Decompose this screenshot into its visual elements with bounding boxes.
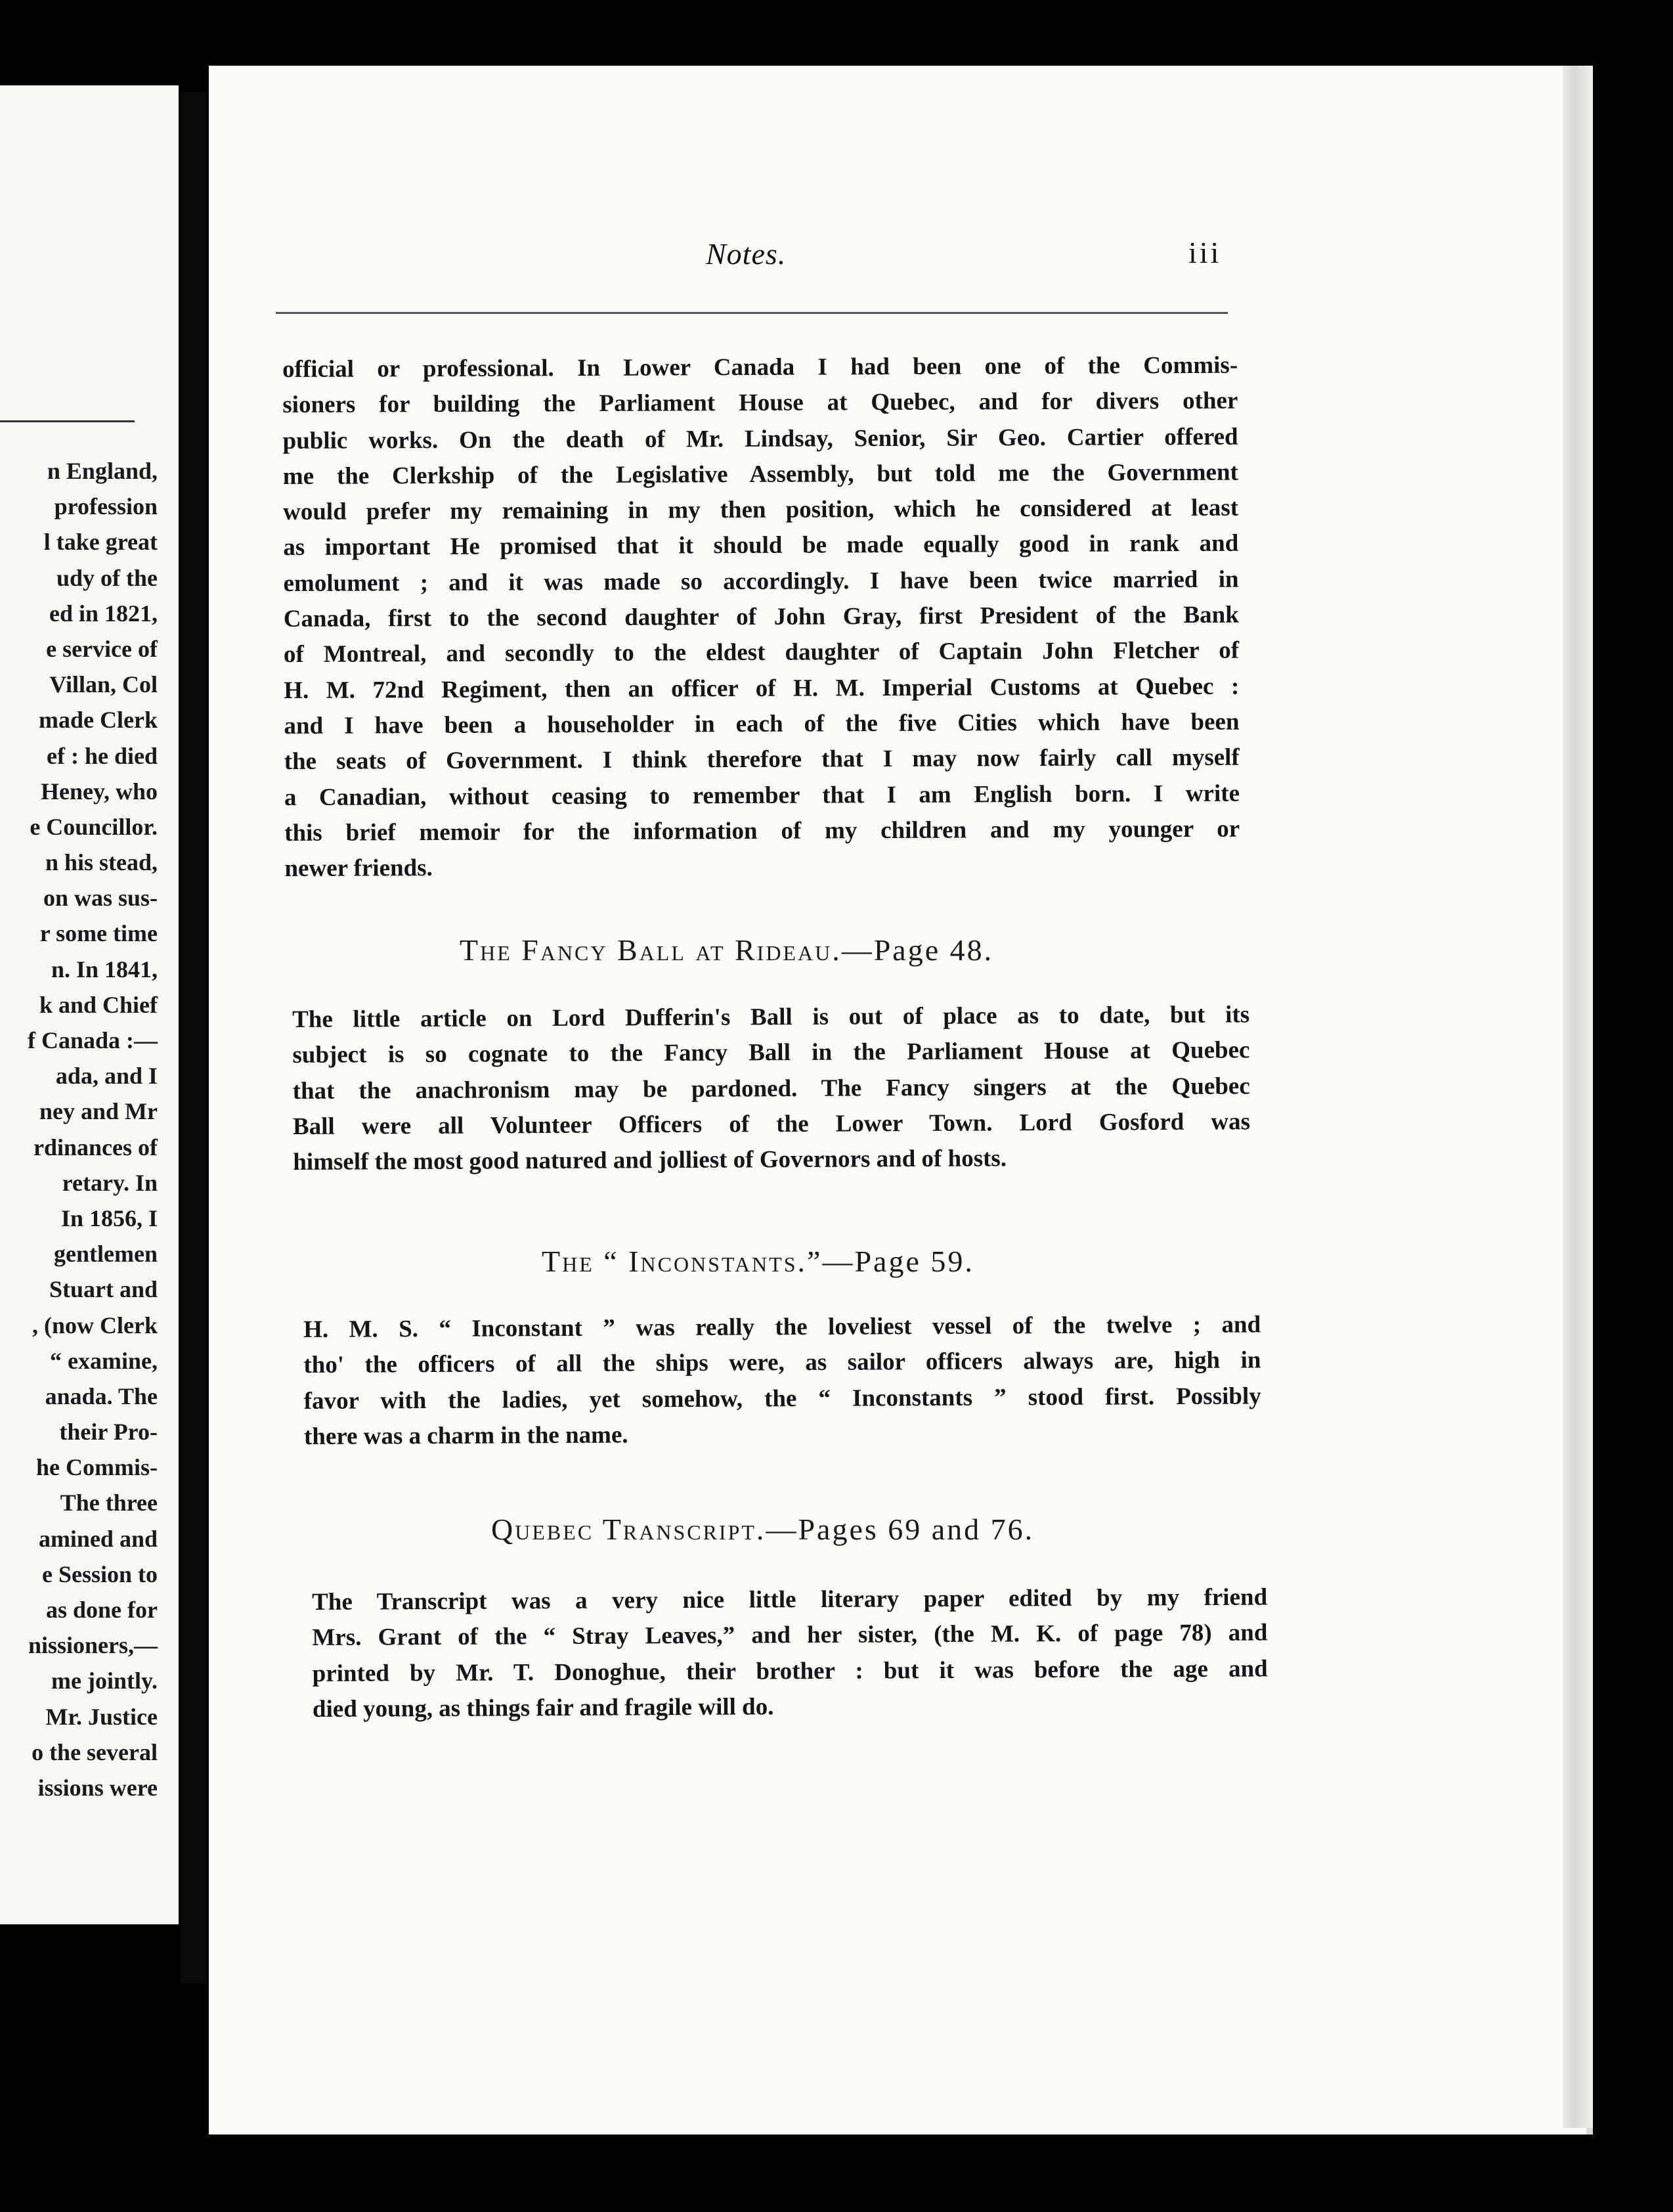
continuation-line: Canada, first to the second daughter of John Gray, first President of the Bank	[283, 601, 1239, 633]
page-number: iii	[1188, 236, 1222, 269]
facing-page-line: their Pro-	[59, 1419, 158, 1446]
page-edge	[1563, 66, 1593, 2128]
facing-page-rule	[0, 420, 135, 422]
heading-inconstants-title: The “ Inconstants.”	[542, 1245, 823, 1278]
heading-inconstants	[542, 1244, 974, 1279]
continuation-line: emolument ; and it was made so accordingly. I have been twice married in	[283, 565, 1239, 597]
facing-page-line: n his stead,	[45, 849, 158, 876]
facing-page-line: , (now Clerk	[32, 1312, 158, 1338]
fancy-ball-line: The little article on Lord Dufferin's Ball is out of place as to date, but its	[292, 1001, 1250, 1033]
inconstants-line: favor with the ladies, yet somehow, the “ Inconstants ” stood first. Possibly	[303, 1382, 1261, 1415]
facing-page-line: e Session to	[41, 1560, 158, 1587]
facing-page-line: ef : he died	[47, 742, 158, 769]
transcript-paragraph	[312, 1580, 1268, 1727]
continuation-line: newer friends.	[284, 854, 433, 883]
continuation-line: of Montreal, and secondly to the eldest daughter of Captain John Fletcher of	[283, 637, 1240, 669]
fancy-ball-line: that the anachronism may be pardoned. The Fancy singers at the Quebec	[292, 1072, 1250, 1105]
facing-page-text	[0, 453, 158, 1805]
facing-page-line: r some time	[39, 920, 158, 947]
continuation-line: public works. On the death of Mr. Lindsay, Senior, Sir Geo. Cartier offered	[282, 423, 1238, 454]
facing-page-line: issions were	[37, 1774, 158, 1801]
heading-transcript	[491, 1512, 1034, 1547]
running-head: Notes.	[706, 237, 787, 271]
fancy-ball-line: himself the most good natured and jolliest of Governors and of hosts.	[293, 1145, 1007, 1176]
facing-page-line: “ examine,	[50, 1347, 158, 1374]
facing-page-line: Heney, who	[40, 778, 158, 805]
facing-page-line: k and Chief	[39, 991, 158, 1018]
memoir-paragraph	[282, 348, 1240, 887]
continuation-line: H. M. 72nd Regiment, then an officer of H. M. Imperial Customs at Quebec :	[284, 673, 1240, 704]
facing-page-line: n. In 1841,	[51, 956, 158, 983]
facing-page-line: ed in 1821,	[49, 600, 158, 627]
heading-transcript-page: —Pages 69 and 76.	[766, 1513, 1035, 1546]
continuation-line: a Canadian, without ceasing to remember that I am English born. I write	[284, 780, 1240, 811]
inconstants-line: H. M. S. “ Inconstant ” was really the loveliest vessel of the twelve ; and	[303, 1311, 1261, 1343]
facing-page-line: f Canada :—	[27, 1027, 158, 1053]
continuation-line: this brief memoir for the information of my children and my younger or	[284, 815, 1240, 847]
book-gutter	[181, 92, 207, 1983]
fancy-ball-line: Ball were all Volunteer Officers of the Lower Town. Lord Gosford was	[292, 1108, 1251, 1140]
heading-transcript-title: Quebec Transcript.	[491, 1513, 766, 1546]
continuation-line: the seats of Government. I think therefore that I may now fairly call myself	[284, 743, 1240, 776]
transcript-line: Mrs. Grant of the “ Stray Leaves,” and her sister, (the M. K. of page 78) and	[312, 1619, 1268, 1652]
facing-page-line: as done for	[46, 1597, 158, 1623]
facing-page-line: profession	[54, 493, 158, 520]
transcript-line: printed by Mr. T. Donoghue, their brother : but it was before the age and	[312, 1654, 1268, 1687]
continuation-line: official or professional. In Lower Canada I had been one of the Commis-	[282, 351, 1238, 383]
facing-page-line: ada, and I	[55, 1063, 158, 1090]
heading-fancy-ball	[460, 933, 993, 967]
continuation-line: me the Clerkship of the Legislative Assembly, but told me the Government	[282, 458, 1238, 490]
inconstants-paragraph	[303, 1307, 1261, 1455]
heading-fancy-ball-title: The Fancy Ball at Rideau.	[460, 933, 842, 967]
facing-page-line: e service of	[46, 635, 158, 662]
facing-page-line: e Councillor.	[30, 813, 158, 840]
inconstants-line: there was a charm in the name.	[303, 1421, 628, 1450]
continuation-line: sioners for building the Parliament House at Quebec, and for divers other	[282, 387, 1238, 419]
transcript-line: The Transcript was a very nice little literary paper edited by my friend	[312, 1583, 1268, 1616]
heading-fancy-ball-page: —Page 48.	[841, 933, 994, 967]
heading-inconstants-page: —Page 59.	[822, 1245, 974, 1278]
fancy-ball-paragraph	[292, 997, 1250, 1180]
facing-page	[0, 85, 179, 1924]
facing-page-line: The three	[60, 1490, 158, 1516]
facing-page-line: Mr. Justice	[45, 1703, 158, 1730]
continuation-line: and I have been a householder in each of the five Cities which have been	[284, 708, 1240, 740]
facing-page-line: ney and Mr	[39, 1098, 158, 1125]
facing-page-line: anada. The	[45, 1382, 158, 1409]
facing-page-line: Villan, Col	[49, 671, 158, 698]
facing-page-line: nissioners,—	[28, 1632, 158, 1659]
facing-page-line: udy of the	[56, 564, 158, 591]
facing-page-line: Stuart and	[49, 1276, 158, 1303]
facing-page-line: o the several	[32, 1738, 158, 1765]
inconstants-line: tho' the officers of all the ships were, as sailor officers always are, high in	[303, 1346, 1261, 1379]
facing-page-line: on was sus-	[43, 885, 158, 912]
header-rule	[276, 312, 1228, 314]
facing-page-line: gentlemen	[54, 1241, 158, 1268]
transcript-line: died young, as things fair and fragile will do.	[312, 1693, 774, 1723]
facing-page-line: In 1856, I	[60, 1205, 158, 1231]
fancy-ball-line: subject is so cognate to the Fancy Ball in the Parliament House at Quebec	[292, 1036, 1250, 1069]
facing-page-line: amined and	[38, 1525, 158, 1552]
facing-page-line: me jointly.	[51, 1668, 158, 1694]
facing-page-line: made Clerk	[39, 707, 158, 734]
facing-page-line: he Commis-	[36, 1454, 158, 1481]
continuation-line: would prefer my remaining in my then position, which he considered at least	[282, 494, 1239, 526]
facing-page-line: retary. In	[62, 1169, 158, 1196]
continuation-line: as important He promised that it should be made equally good in rank and	[283, 530, 1239, 562]
facing-page-line: n England,	[47, 458, 158, 484]
facing-page-line: l take great	[43, 529, 158, 556]
facing-page-line: rdinances of	[33, 1134, 158, 1161]
